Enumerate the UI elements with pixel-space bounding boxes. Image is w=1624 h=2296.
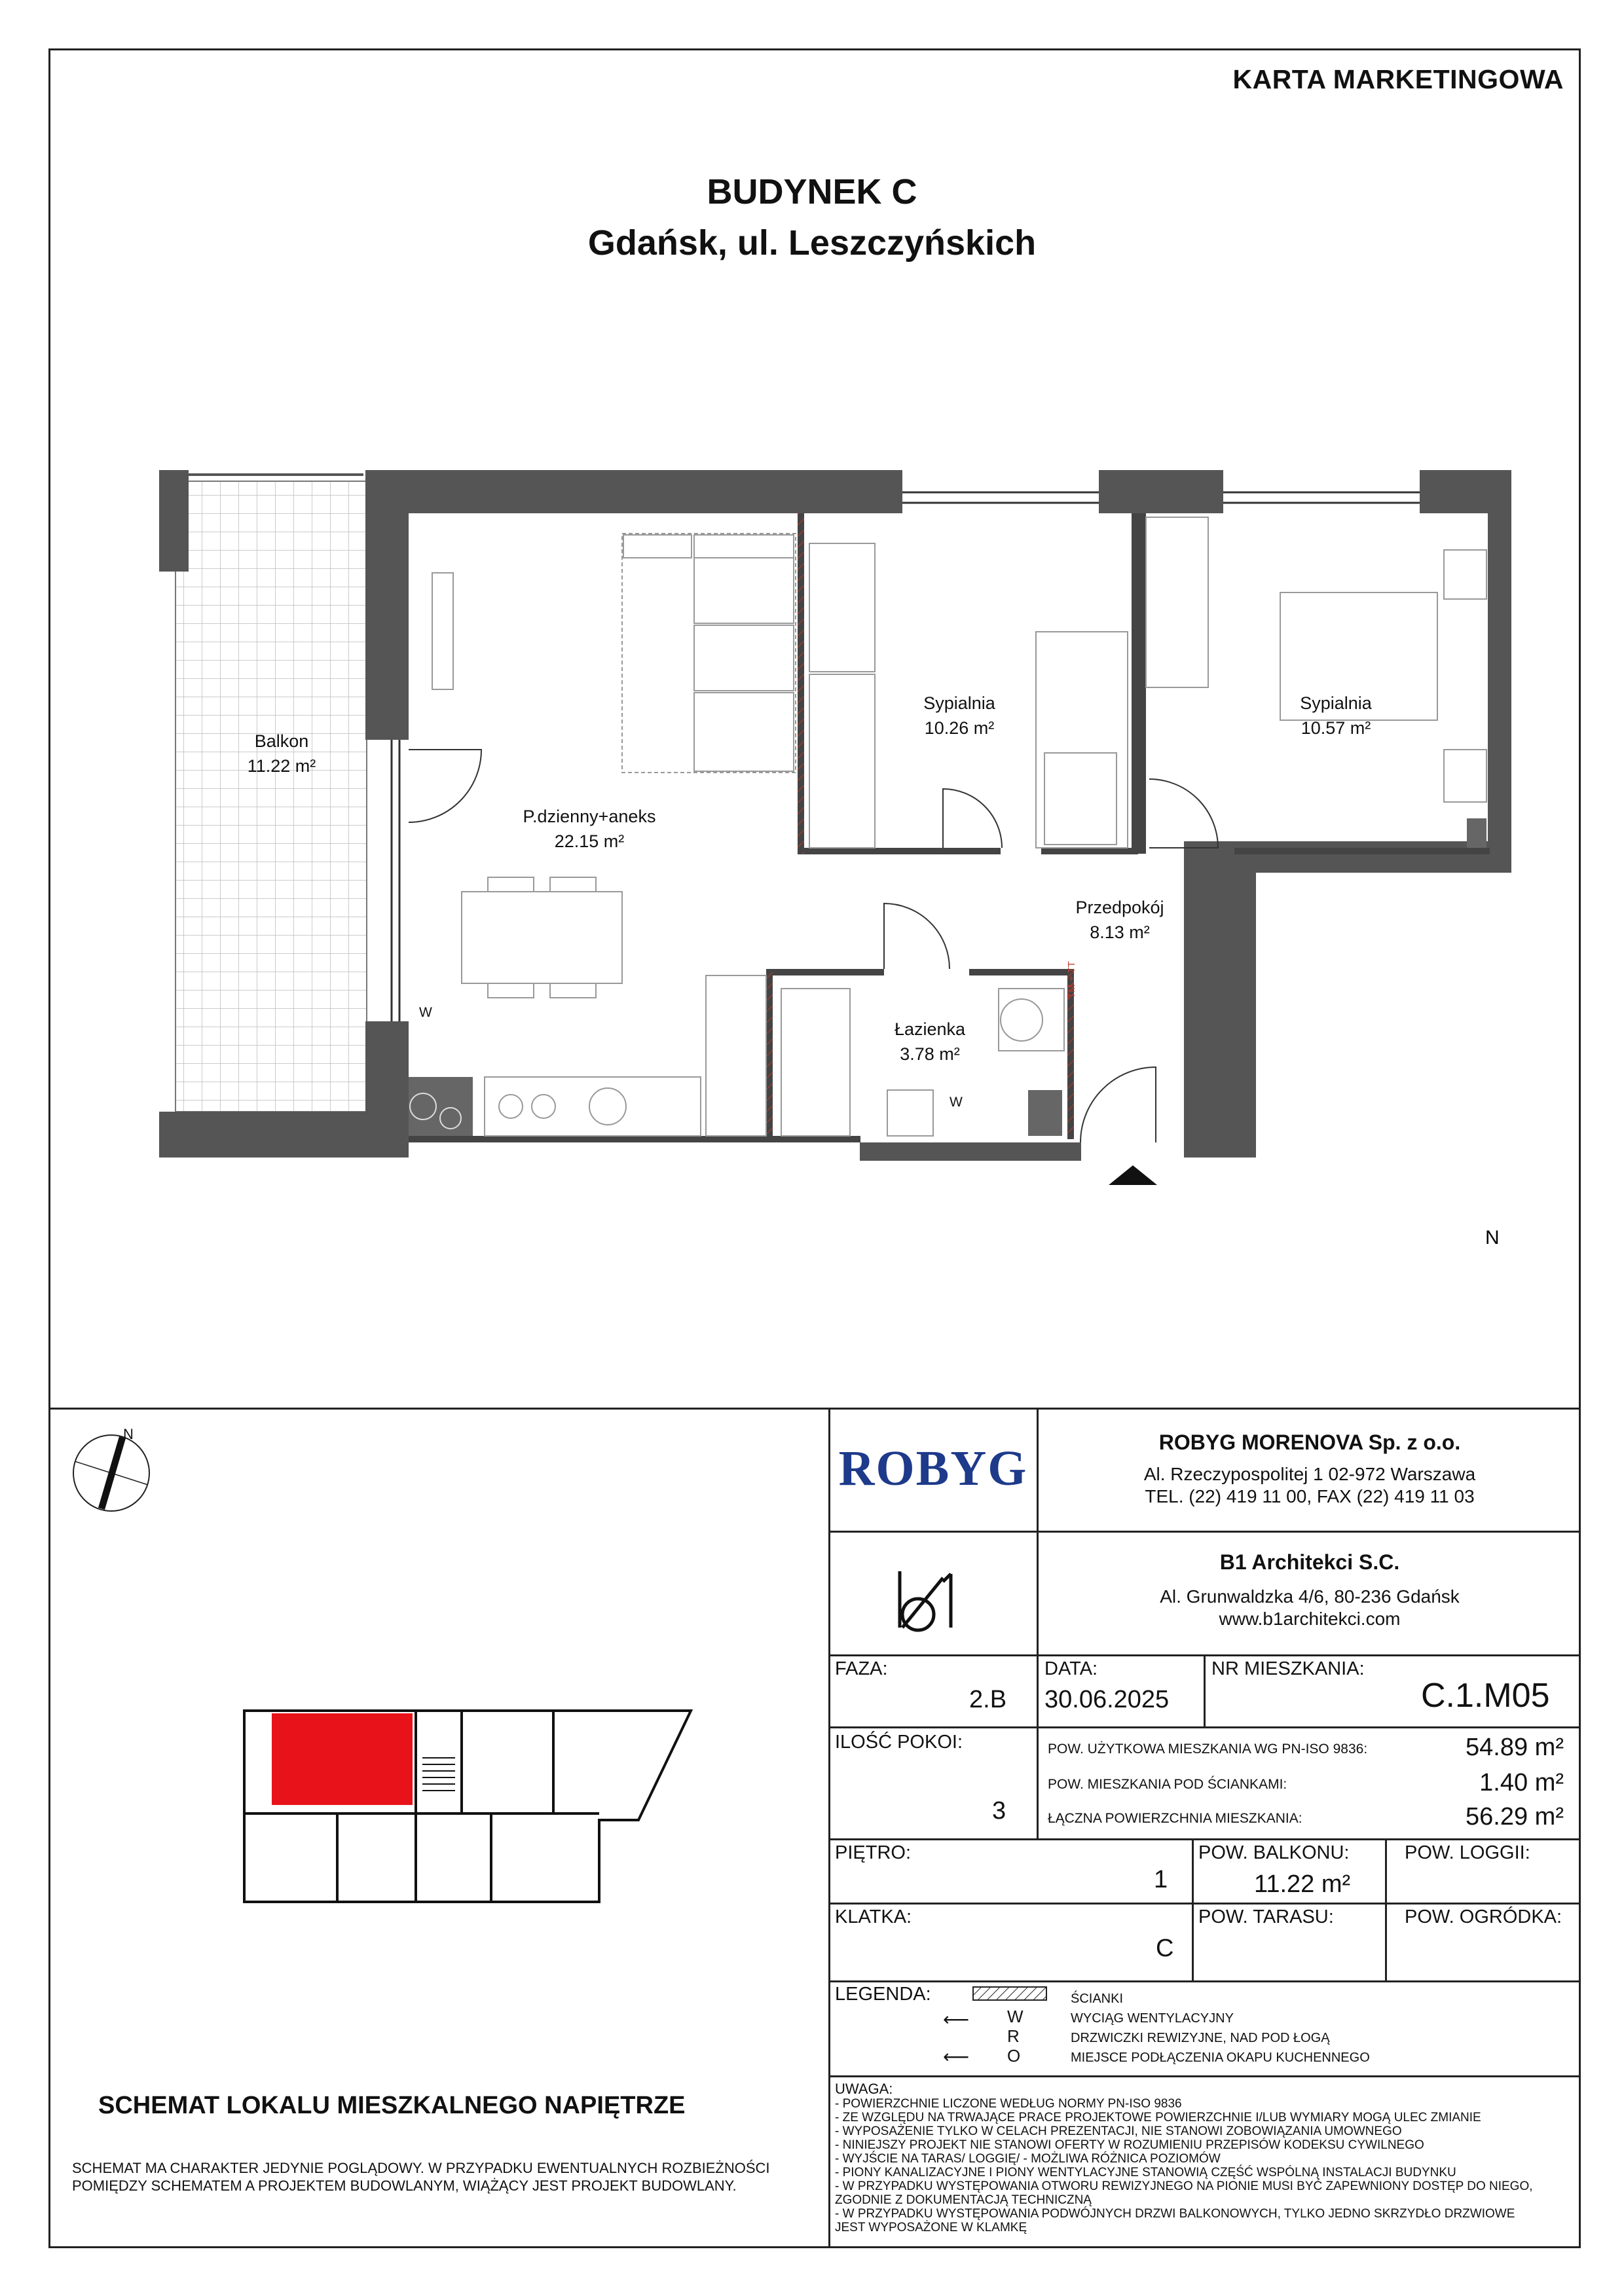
legend-arrow-w: ⟵ — [943, 2009, 970, 2030]
pokoje-value: 3 — [992, 1797, 1006, 1825]
legend-label: LEGENDA: — [835, 1984, 931, 2005]
wall-hatch-swatch — [972, 1986, 1048, 2002]
windows — [392, 492, 1420, 1021]
room-label-bedroom-1: Sypialnia 10.26 m² — [923, 693, 995, 738]
compass-small — [65, 1427, 157, 1519]
pietro-value: 1 — [1154, 1866, 1168, 1893]
room-label-balkon: Balkon 11.22 m² — [247, 731, 316, 776]
room-label-hall: Przedpokój 8.13 m² — [1075, 898, 1164, 942]
area-table: POW. UŻYTKOWA MIESZKANIA WG PN-ISO 9836: 54.89 m² POW. MIESZKANIA POD ŚCIANKAMI: 1.40 m² ŁĄCZNA POWIERZCHNIA MIESZKANIA: 56.29 m² — [1048, 1734, 1564, 1831]
balkon-value: 11.22 m² — [1254, 1870, 1351, 1898]
ogrodek-label: POW. OGRÓDKA: — [1405, 1906, 1562, 1927]
klatka-value: C — [1156, 1935, 1174, 1962]
developer-block: ROBYG MORENOVA Sp. z o.o. Al. Rzeczypospolitej 1 02-972 Warszawa TEL. (22) 419 11 00, FAX (22) 419 11 03 — [1143, 1430, 1476, 1506]
legend-items: ŚCIANKI WYCIĄG WENTYLACYJNY DRZWICZKI REWIZYJNE, NAD POD ŁOGĄ MIEJSCE PODŁĄCZENIA OKAPU KUCHENNEGO — [1071, 1992, 1370, 2065]
highlighted-apartment — [272, 1713, 413, 1805]
pietro-label: PIĘTRO: — [835, 1842, 912, 1863]
data-label: DATA: — [1044, 1658, 1098, 1679]
legend-key-r: R — [1007, 2026, 1020, 2046]
divider-bottom-section — [48, 1408, 1581, 1410]
vent-mark-bathroom: W — [950, 1095, 963, 1110]
divider-info-column — [828, 1408, 830, 2248]
room-label-bedroom-2: Sypialnia 10.57 m² — [1300, 693, 1372, 738]
robyg-logo: ROBYG — [838, 1441, 1028, 1496]
data-value: 30.06.2025 — [1044, 1686, 1170, 1713]
nr-label: NR MIESZKANIA: — [1211, 1658, 1365, 1679]
north-letter-large: N — [1485, 1227, 1500, 1244]
faza-label: FAZA: — [835, 1658, 888, 1679]
document-type-label: KARTA MARKETINGOWA — [1232, 64, 1564, 94]
notes-block: UWAGA: - POWIERZCHNIE LICZONE WEDŁUG NORMY PN-ISO 9836 - ZE WZGLĘDU NA TRWAJĄCE PRACE PROJEKTOWE POWIERZCHNIE I/LUB WYMIARY MOGĄ ULEC ZMIANIE - WYPOSAŻENIE TYLKO W CELACH PREZENTACJI, NIE STANOWI ZOBOWIĄZANIA UMOWNEGO - NINIEJSZY PROJEKT NIE STANOWI OFERTY W ROZUMIENIU PRZEPISÓW KODEKSU CYWILNEGO - WYJŚCIE NA TARAS/ LOGGIĘ/ - MOŻLIWA RÓŻNICA POZIOMÓW - PIONY KANALIZACYJNE I PIONY WENTYLACYJNE STANOWIĄ CZĘŚĆ WSPÓLNĄ INSTALACJI BUDYNKU - W PRZYPADKU WYSTĘPOWANIA OTWORU REWIZYJNEGO NA PIONIE MUSI BYĆ ZAPEWNIONY DOSTĘP DO NIEGO, ZGODNIE Z DOKUMENTACJĄ TECHNICZNĄ - W PRZYPADKU WYSTĘPOWANIA PODWÓJNYCH DRZWI BALKONOWYCH, TYLKO JEDNO SKRZYDŁO DRZWIOWE JEST WYPOSAŻONE W KLAMKĘ — [835, 2081, 1533, 2234]
building-schema — [232, 1699, 704, 1915]
room-label-bathroom: Łazienka 3.78 m² — [894, 1019, 966, 1064]
north-letter-small: N — [123, 1426, 134, 1442]
schema-disclaimer: SCHEMAT MA CHARAKTER JEDYNIE POGLĄDOWY. W PRZYPADKU EWENTUALNYCH ROZBIEŻNOŚCI POMIĘDZY SCHEMATEM A PROJEKTEM BUDOWLANYM, WIĄŻĄCY JEST PROJEKT BUDOWLANY. — [72, 2160, 770, 2194]
faza-value: 2.B — [969, 1686, 1007, 1713]
architect-block: B1 Architekci S.C. Al. Grunwaldzka 4/6, 80-236 Gdańsk www.b1architekci.com — [1160, 1550, 1460, 1629]
balkon-label: POW. BALKONU: — [1198, 1842, 1350, 1863]
room-label-living: P.dzienny+aneks 22.15 m² — [523, 807, 656, 851]
vent-mark-kitchen: W — [419, 1005, 432, 1020]
loggia-label: POW. LOGGII: — [1405, 1842, 1530, 1863]
pokoje-label: ILOŚĆ POKOI: — [835, 1732, 963, 1753]
building-title: BUDYNEK C — [707, 172, 917, 211]
nr-value: C.1.M05 — [1421, 1677, 1550, 1715]
legend-key-w: W — [1007, 2007, 1024, 2026]
legend-arrow-o: ⟵ — [943, 2047, 970, 2067]
legend-key-o: O — [1007, 2046, 1021, 2066]
entrance-marker — [1109, 1165, 1157, 1185]
schema-title: SCHEMAT LOKALU MIESZKALNEGO NAPIĘTRZE — [98, 2092, 686, 2119]
b1-logo — [891, 1565, 963, 1637]
tm-tt-mark: TM + TT — [1066, 961, 1077, 998]
taras-label: POW. TARASU: — [1198, 1906, 1334, 1927]
building-address: Gdańsk, ul. Leszczyńskich — [587, 223, 1037, 263]
balcony-area — [159, 470, 375, 1157]
klatka-label: KLATKA: — [835, 1906, 912, 1927]
